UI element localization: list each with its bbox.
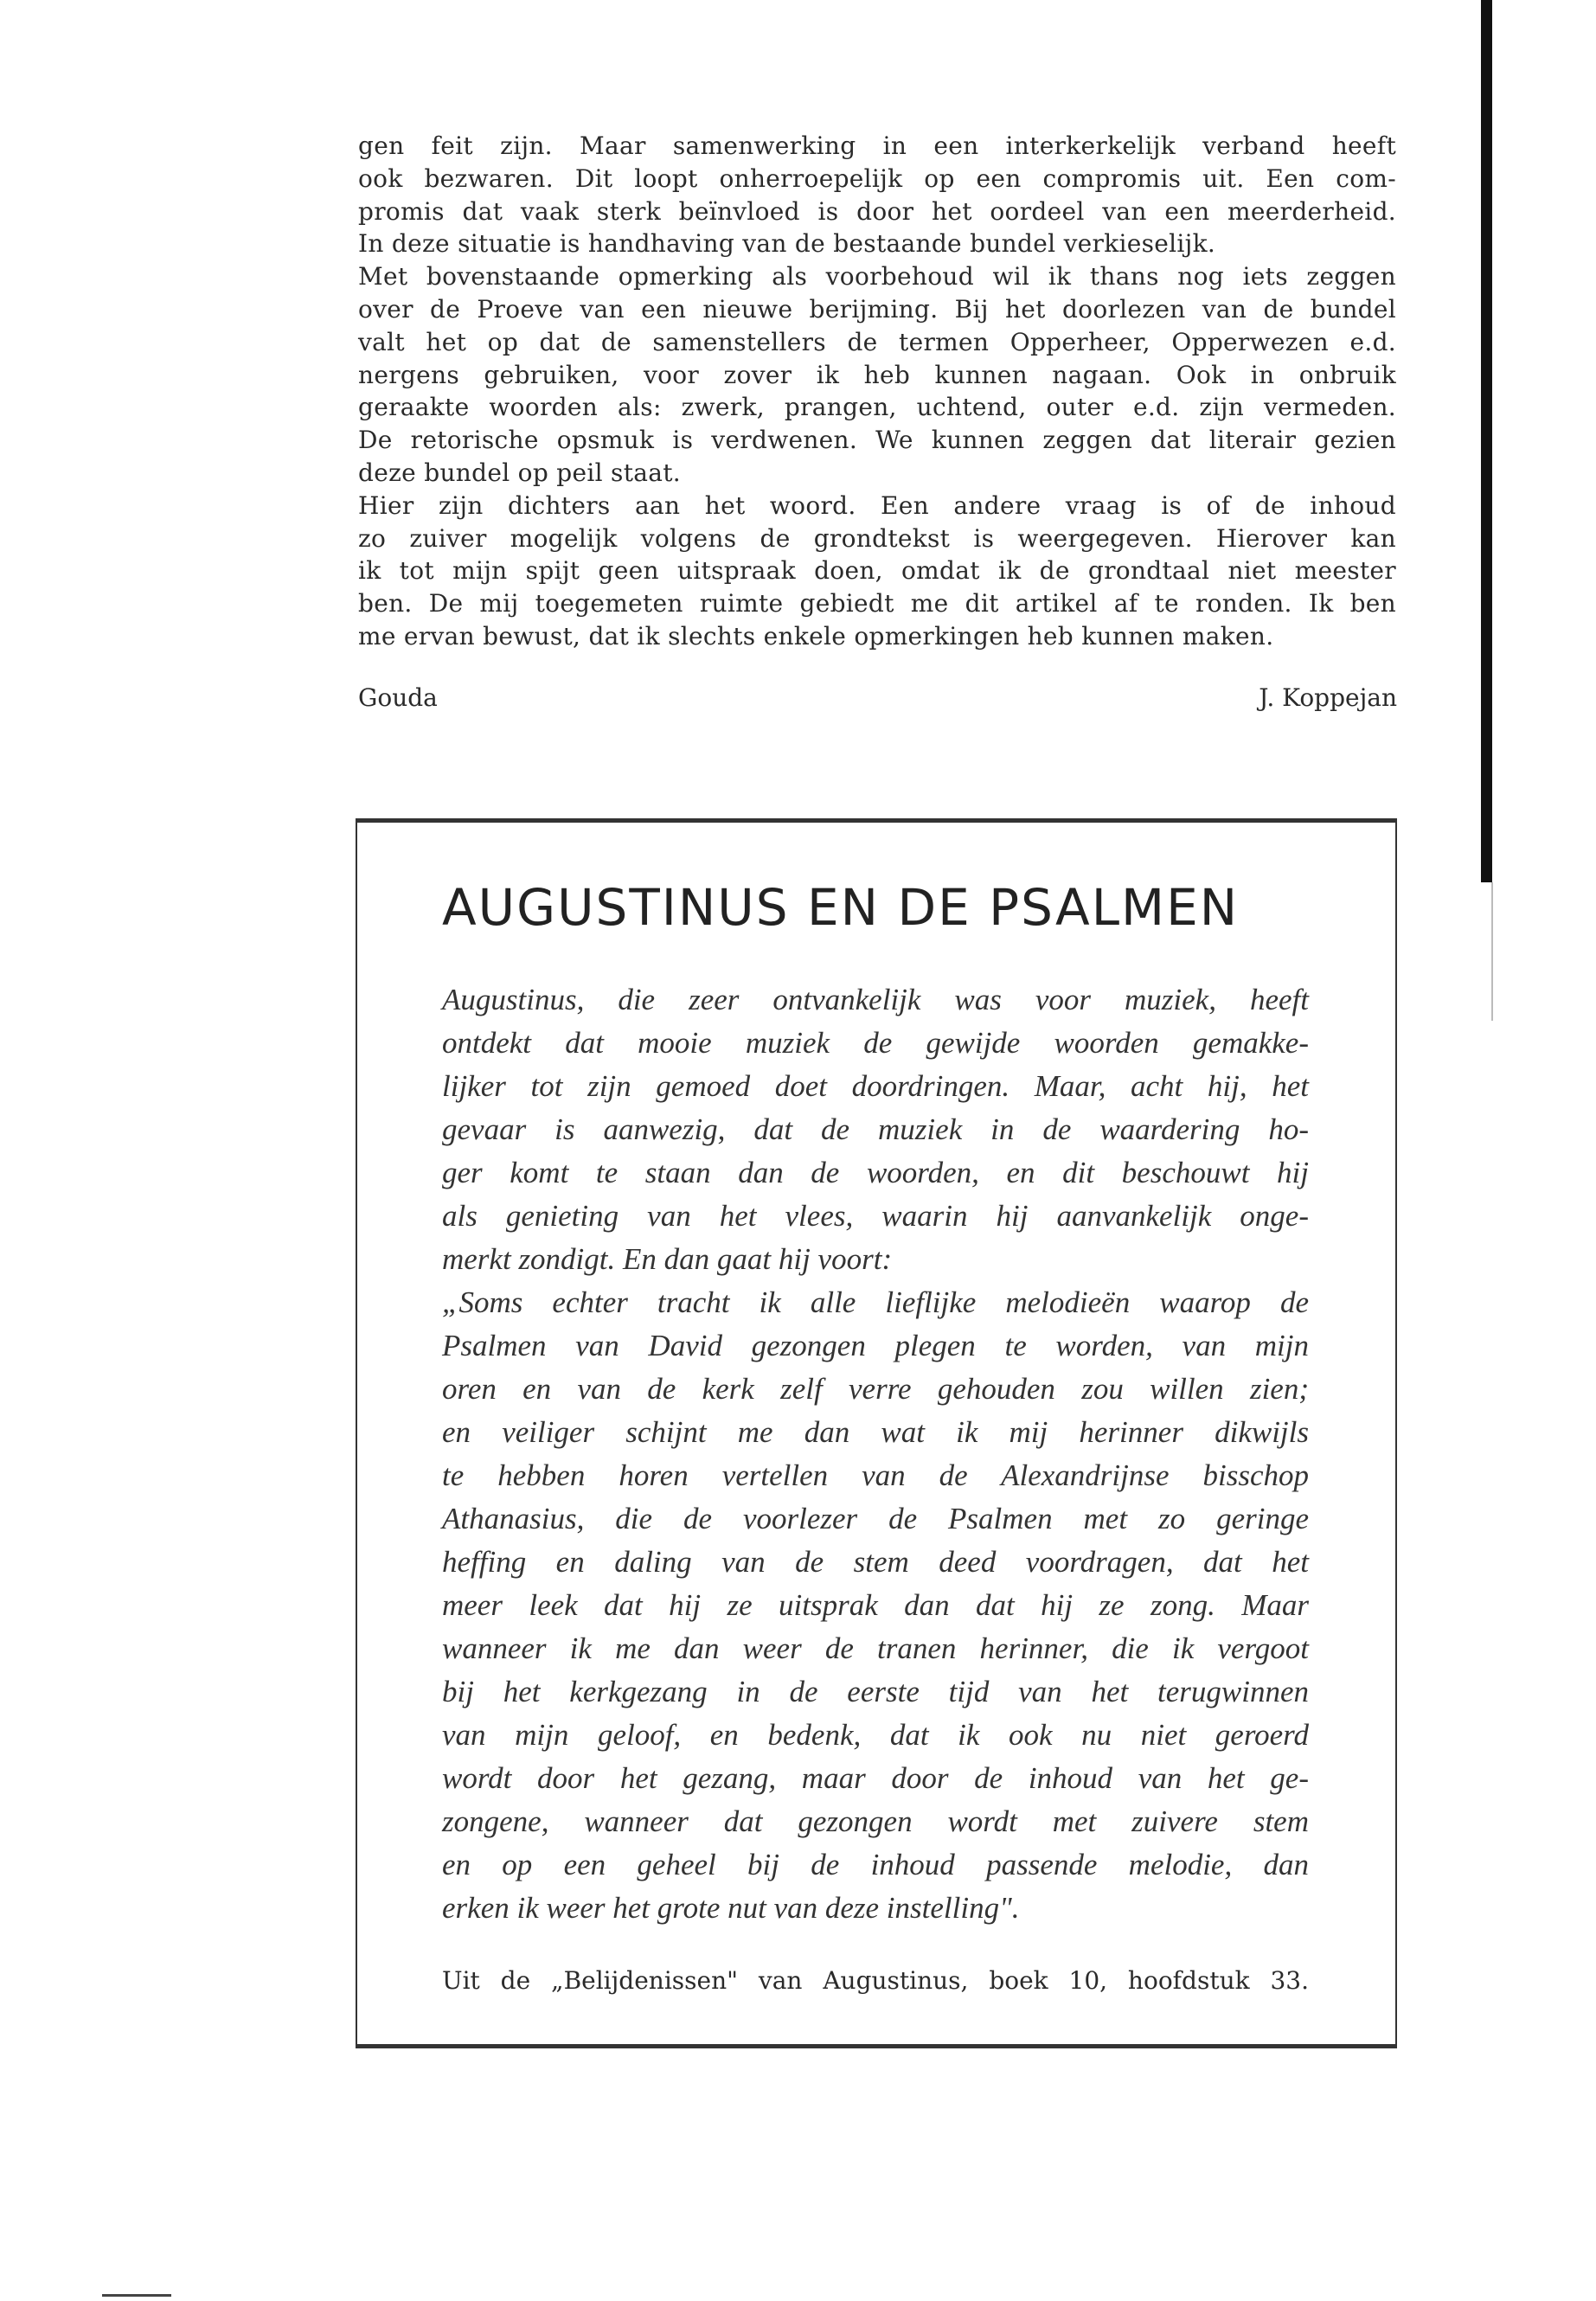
text-line: en op een geheel bij de inhoud passende melodie, dan [442, 1848, 1309, 1881]
text-line: deze bundel op peil staat. [358, 458, 682, 487]
text-line: bij het kerkgezang in de eerste tijd van het terugwinnen [442, 1675, 1309, 1708]
scan-mark [102, 2294, 171, 2297]
text-line: ben. De mij toegemeten ruimte gebiedt me dit artikel af te ronden. Ik ben [358, 589, 1396, 619]
text-line: zongene, wanneer dat gezongen wordt met zuivere stem [442, 1804, 1309, 1838]
text-line: van mijn geloof, en bedenk, dat ik ook nu niet geroerd [442, 1718, 1309, 1752]
text-line: ger komt te staan dan de woorden, en dit beschouwt hij [442, 1156, 1309, 1189]
text-line: promis dat vaak sterk beïnvloed is door het oordeel van een meerderheid. [358, 196, 1396, 226]
text-line: wordt door het gezang, maar door de inhoud van het ge- [442, 1761, 1309, 1795]
text-line: te hebben horen vertellen van de Alexandrijnse bisschop [442, 1458, 1309, 1492]
text-line: erken ik weer het grote nut van deze instelling". [442, 1891, 1020, 1925]
text-line: gevaar is aanwezig, dat de muziek in de waardering ho- [442, 1112, 1309, 1146]
article-text [358, 130, 1396, 653]
scan-edge-line [1491, 882, 1493, 1021]
text-line: „Soms echter tracht ik alle lieflijke melodieën waarop de [442, 1285, 1309, 1319]
text-line: Hier zijn dichters aan het woord. Een andere vraag is of de inhoud [358, 490, 1396, 520]
text-line: me ervan bewust, dat ik slechts enkele opmerkingen heb kunnen maken. [358, 621, 1274, 651]
text-line: geraakte woorden als: zwerk, prangen, uchtend, outer e.d. zijn vermeden. [358, 393, 1396, 422]
text-line: nergens gebruiken, voor zover ik heb kunnen nagaan. Ook in onbruik [358, 360, 1396, 389]
text-line: gen feit zijn. Maar samenwerking in een interkerkelijk verband heeft [358, 131, 1396, 160]
quote-box [356, 818, 1397, 2048]
text-line: ontdekt dat mooie muziek de gewijde woorden gemakke- [442, 1026, 1309, 1060]
text-line: ik tot mijn spijt geen uitspraak doen, omdat ik de grondtaal niet meester [358, 556, 1396, 586]
text-line: valt het op dat de samenstellers de termen Opperheer, Opperwezen e.d. [358, 327, 1396, 356]
place: Gouda [358, 683, 438, 712]
text-line: heffing en daling van de stem deed voordragen, dat het [442, 1545, 1309, 1579]
citation: Uit de „Belijdenissen" van Augustinus, boek 10, hoofdstuk 33. [442, 1966, 1309, 1995]
text-line: De retorische opsmuk is verdwenen. We kunnen zeggen dat literair gezien [358, 426, 1396, 455]
text-line: wanneer ik me dan weer de tranen herinner, die ik vergoot [442, 1631, 1309, 1665]
text-line: zo zuiver mogelijk volgens de grondtekst is weergegeven. Hierover kan [358, 523, 1396, 553]
text-line: Met bovenstaande opmerking als voorbehoud wil ik thans nog iets zeggen [358, 262, 1396, 292]
text-line: ook bezwaren. Dit loopt onherroepelijk op een compromis uit. Een com- [358, 163, 1396, 193]
text-line: In deze situatie is handhaving van de bestaande bundel verkieselijk. [358, 229, 1216, 259]
scan-edge-bar [1481, 0, 1492, 882]
text-line: merkt zondigt. En dan gaat hij voort: [442, 1242, 893, 1276]
text-line: Athanasius, die de voorlezer de Psalmen met zo geringe [442, 1502, 1309, 1535]
box-text [442, 978, 1309, 1930]
text-line: als genieting van het vlees, waarin hij aanvankelijk onge- [442, 1199, 1309, 1233]
text-line: oren en van de kerk zelf verre gehouden zou willen zien; [442, 1372, 1309, 1406]
box-title: AUGUSTINUS EN DE PSALMEN [442, 878, 1240, 937]
text-line: meer leek dat hij ze uitsprak dan dat hij ze zong. Maar [442, 1588, 1309, 1622]
text-line: Augustinus, die zeer ontvankelijk was voor muziek, heeft [442, 983, 1309, 1016]
text-line: lijker tot zijn gemoed doet doordringen. Maar, acht hij, het [442, 1069, 1309, 1103]
text-line: en veiliger schijnt me dan wat ik mij herinner dikwijls [442, 1415, 1309, 1449]
author: J. Koppejan [1259, 683, 1397, 712]
text-line: over de Proeve van een nieuwe berijming. Bij het doorlezen van de bundel [358, 294, 1396, 324]
text-line: Psalmen van David gezongen plegen te worden, van mijn [442, 1329, 1309, 1362]
